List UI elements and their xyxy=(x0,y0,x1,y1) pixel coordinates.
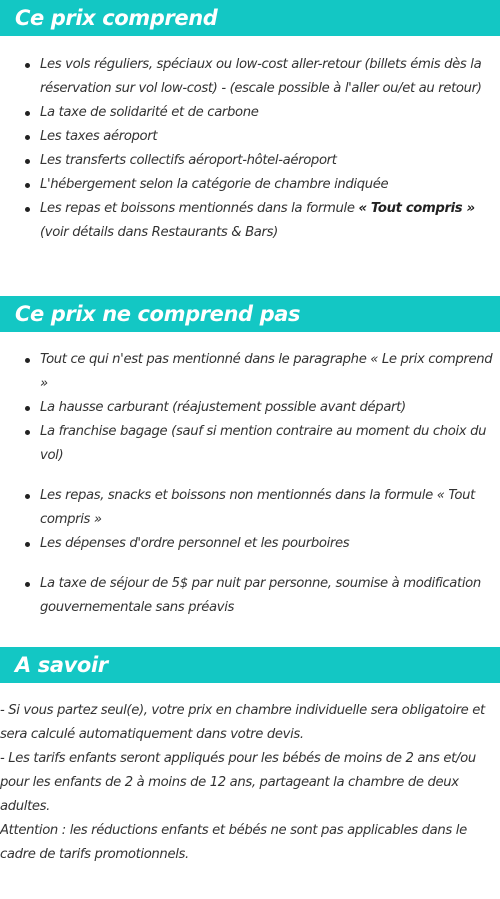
list-item xyxy=(0,197,500,245)
list-item: Les repas, snacks et boissons non mentionnés dans la formule « Tout compris » xyxy=(0,484,500,532)
section-header-included: Ce prix comprend xyxy=(0,0,500,36)
list-item-text: Les repas et boissons mentionnés dans la formule xyxy=(40,201,359,216)
info-paragraph: - Si vous partez seul(e), votre prix en chambre individuelle sera obligatoire et sera calculé automatiquement dans votre devis. xyxy=(0,703,485,742)
included-list xyxy=(0,53,500,245)
section-header-info: A savoir xyxy=(0,647,500,683)
list-item-text: (voir détails dans Restaurants & Bars) xyxy=(40,225,278,240)
info-text xyxy=(0,699,500,867)
list-item: Tout ce qui n'est pas mentionné dans le paragraphe « Le prix comprend » xyxy=(0,348,500,396)
list-item: La taxe de séjour de 5$ par nuit par personne, soumise à modification gouvernementale sans préavis xyxy=(0,572,500,620)
list-item: La franchise bagage (sauf si mention contraire au moment du choix du vol) xyxy=(0,420,500,468)
list-item: Les transferts collectifs aéroport-hôtel-aéroport xyxy=(0,149,500,173)
list-item: La hausse carburant (réajustement possible avant départ) xyxy=(0,396,500,420)
list-item: Les vols réguliers, spéciaux ou low-cost aller-retour (billets émis dès la réservation sur vol low-cost) - (escale possible à l'aller ou/et au retour) xyxy=(0,53,500,101)
section-header-excluded: Ce prix ne comprend pas xyxy=(0,296,500,332)
list-item: L'hébergement selon la catégorie de chambre indiquée xyxy=(0,173,500,197)
info-paragraph: - Les tarifs enfants seront appliqués pour les bébés de moins de 2 ans et/ou pour les enfants de 2 à moins de 12 ans, partageant la chambre de deux adultes. xyxy=(0,751,476,814)
list-item: La taxe de solidarité et de carbone xyxy=(0,101,500,125)
list-item: Les taxes aéroport xyxy=(0,125,500,149)
info-paragraph: Attention : les réductions enfants et bébés ne sont pas applicables dans le cadre de tarifs promotionnels. xyxy=(0,823,467,862)
list-item: Les dépenses d'ordre personnel et les pourboires xyxy=(0,532,500,556)
excluded-list xyxy=(0,348,500,620)
list-item-bold-text: « Tout compris » xyxy=(358,201,475,216)
